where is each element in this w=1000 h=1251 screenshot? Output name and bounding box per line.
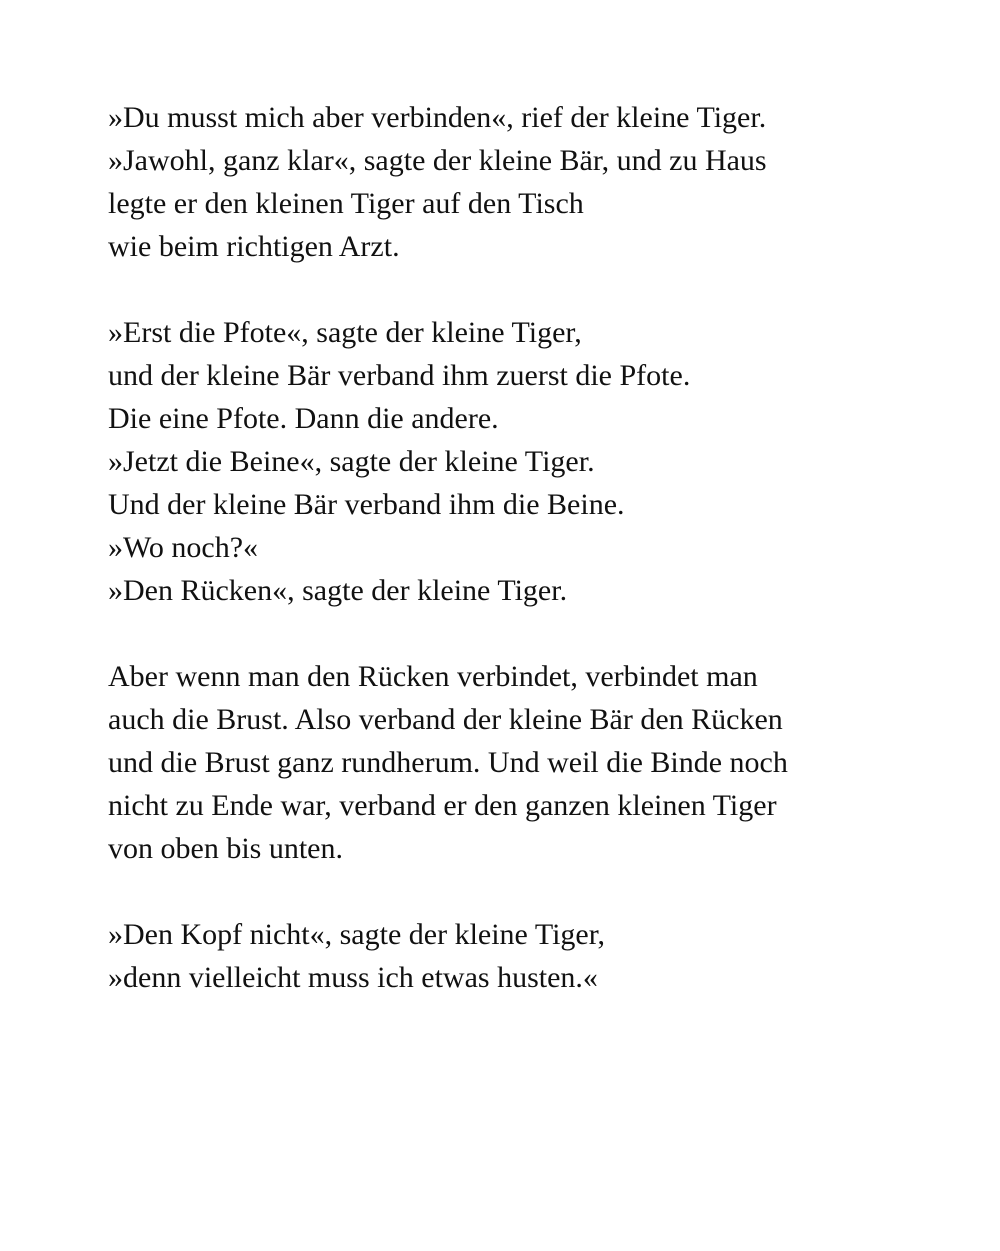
- book-page: [108, 96, 968, 1042]
- text-line: Aber wenn man den Rücken verbindet, verbindet man: [108, 660, 758, 693]
- stanza-1: [108, 96, 968, 268]
- stanza-2: [108, 311, 968, 612]
- text-line: »Jawohl, ganz klar«, sagte der kleine Bär, und zu Haus: [108, 144, 767, 177]
- text-line: »Wo noch?«: [108, 531, 259, 564]
- text-line: und die Brust ganz rundherum. Und weil die Binde noch: [108, 746, 788, 779]
- text-line: »Den Kopf nicht«, sagte der kleine Tiger,: [108, 918, 606, 951]
- text-line: von oben bis unten.: [108, 832, 343, 865]
- text-line: »Den Rücken«, sagte der kleine Tiger.: [108, 574, 568, 607]
- text-line: legte er den kleinen Tiger auf den Tisch: [108, 187, 584, 220]
- text-line: Und der kleine Bär verband ihm die Beine.: [108, 488, 625, 521]
- text-line: »denn vielleicht muss ich etwas husten.«: [108, 961, 598, 994]
- text-line: und der kleine Bär verband ihm zuerst die Pfote.: [108, 359, 691, 392]
- text-line: »Erst die Pfote«, sagte der kleine Tiger,: [108, 316, 582, 349]
- text-line: »Du musst mich aber verbinden«, rief der kleine Tiger.: [108, 101, 767, 134]
- text-line: »Jetzt die Beine«, sagte der kleine Tiger.: [108, 445, 595, 478]
- text-line: wie beim richtigen Arzt.: [108, 230, 400, 263]
- text-line: nicht zu Ende war, verband er den ganzen kleinen Tiger: [108, 789, 777, 822]
- stanza-4: [108, 913, 968, 999]
- text-line: Die eine Pfote. Dann die andere.: [108, 402, 499, 435]
- text-line: auch die Brust. Also verband der kleine Bär den Rücken: [108, 703, 783, 736]
- stanza-3: [108, 655, 968, 870]
